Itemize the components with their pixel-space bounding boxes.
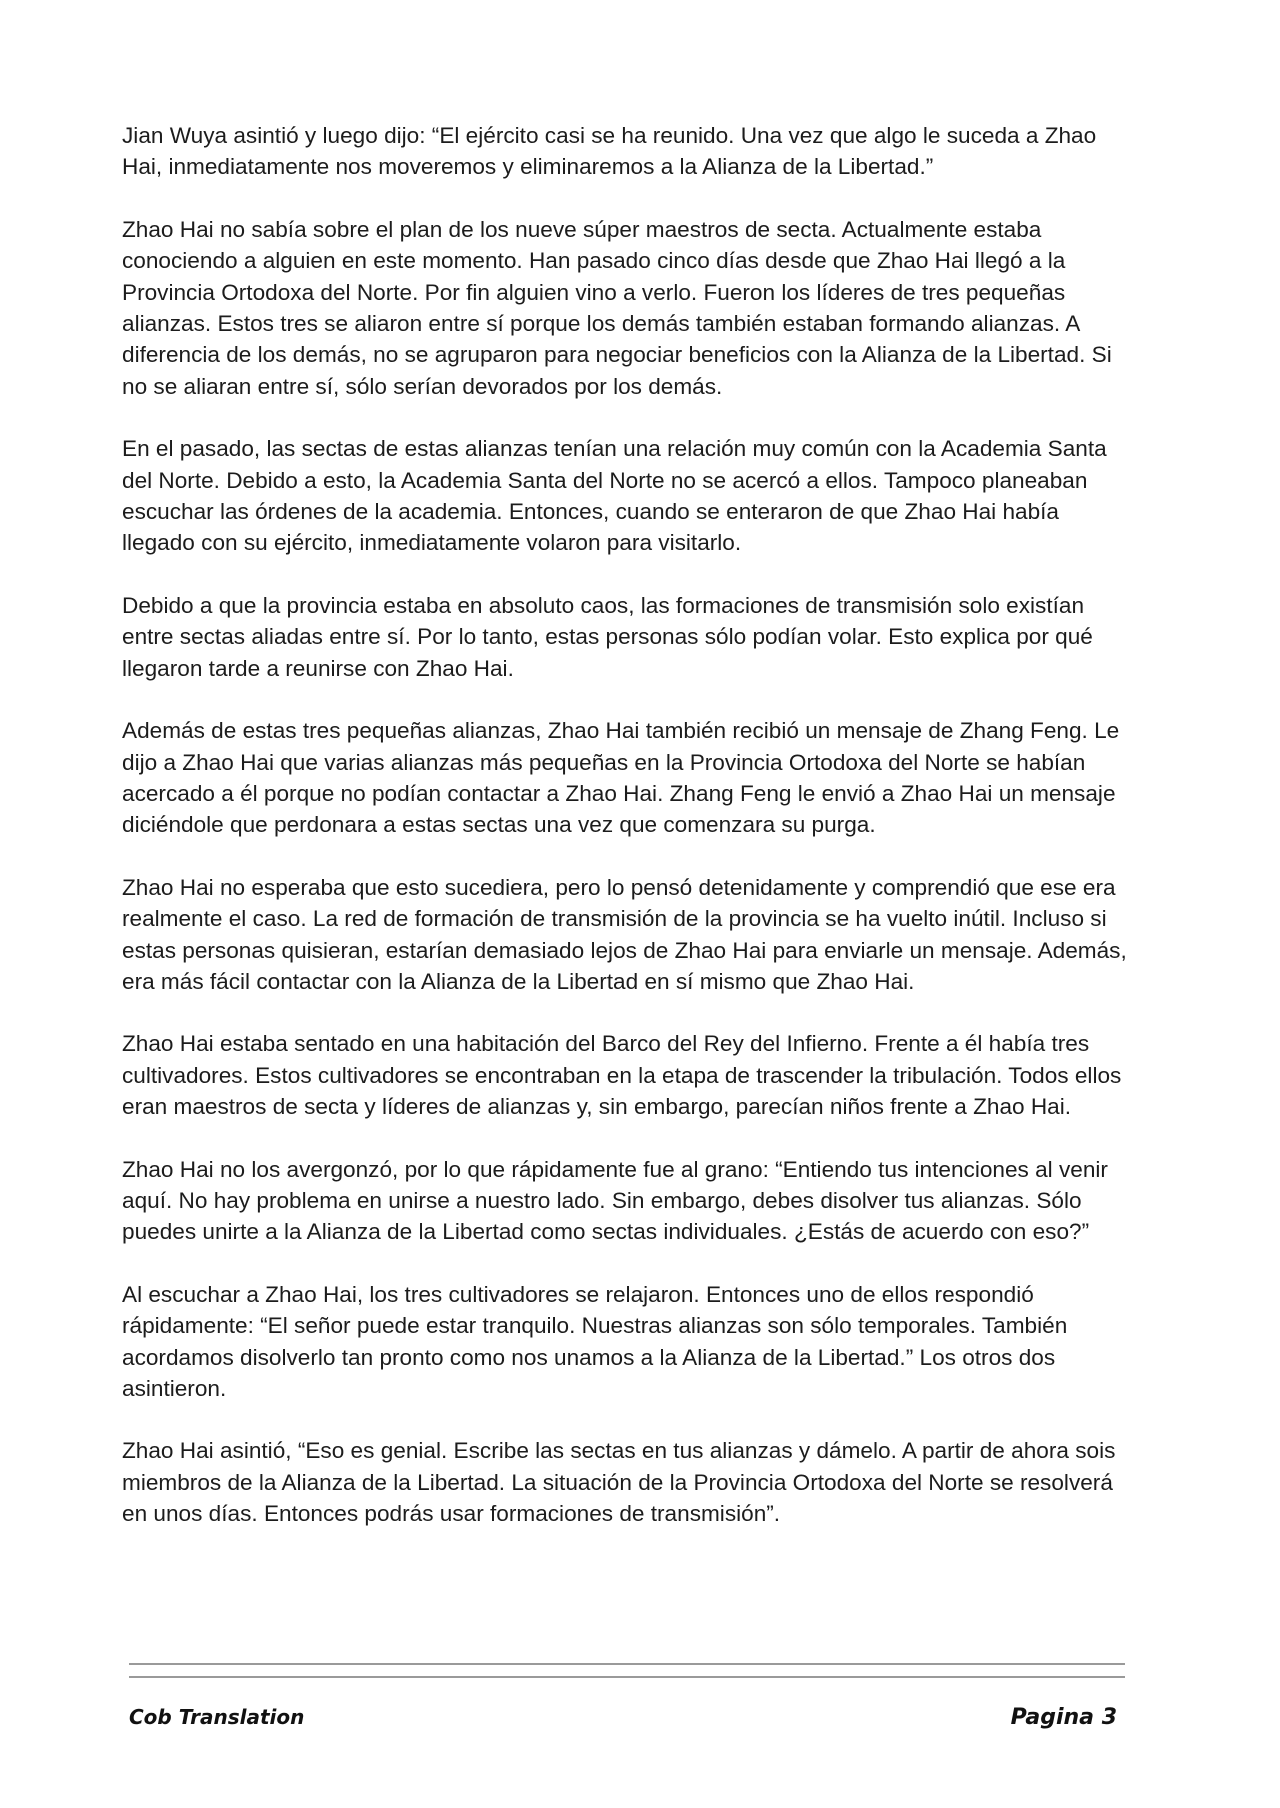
page-number: Pagina 3 (1010, 1705, 1117, 1730)
paragraph-6: Zhao Hai no esperaba que esto sucediera, pero lo pensó detenidamente y comprendió que ese era realmente el caso. La red de formación de transmisión de la provincia se ha vuelto inútil. Incluso si estas personas quisieran, estarían demasiado lejos de Zhao Hai para enviarle un mensaje. Además, era más fácil contactar con la Alianza de la Libertad en sí mismo que Zhao Hai. (122, 874, 1127, 994)
footer-divider-top (129, 1663, 1125, 1665)
paragraph-4: Debido a que la provincia estaba en absoluto caos, las formaciones de transmisión solo existían entre sectas aliadas entre sí. Por lo tanto, estas personas sólo podían volar. Esto explica por qué llegaron tarde a reunirse con Zhao Hai. (122, 592, 1093, 681)
paragraph-2: Zhao Hai no sabía sobre el plan de los nueve súper maestros de secta. Actualmente estaba conociendo a alguien en este momento. Han pasado cinco días desde que Zhao Hai llegó a la Provincia Ortodoxa del Norte. Por fin alguien vino a verlo. Fueron los líderes de tres pequeñas alianzas. Estos tres se aliaron entre sí porque los demás también estaban formando alianzas. A diferencia de los demás, no se agruparon para negociar beneficios con la Alianza de la Libertad. Si no se aliaran entre sí, sólo serían devorados por los demás. (122, 216, 1112, 399)
document-body (122, 120, 1132, 1561)
paragraph-1: Jian Wuya asintió y luego dijo: “El ejército casi se ha reunido. Una vez que algo le suceda a Zhao Hai, inmediatamente nos moveremos y eliminaremos a la Alianza de la Libertad.” (122, 123, 1097, 180)
paragraph-9: Al escuchar a Zhao Hai, los tres cultivadores se relajaron. Entonces uno de ellos respondió rápidamente: “El señor puede estar tranquilo. Nuestras alianzas son sólo temporales. También acordamos disolverlo tan pronto como nos unamos a la Alianza de la Libertad.” Los otros dos asintieron. (122, 1281, 1068, 1401)
paragraph-7: Zhao Hai estaba sentado en una habitación del Barco del Rey del Infierno. Frente a él había tres cultivadores. Estos cultivadores se encontraban en la etapa de trascender la tribulación. Todos ellos eran maestros de secta y líderes de alianzas y, sin embargo, parecían niños frente a Zhao Hai. (122, 1031, 1122, 1120)
footer-divider-bottom (129, 1676, 1125, 1678)
paragraph-8: Zhao Hai no los avergonzó, por lo que rápidamente fue al grano: “Entiendo tus intenciones al venir aquí. No hay problema en unirse a nuestro lado. Sin embargo, debes disolver tus alianzas. Sólo puedes unirte a la Alianza de la Libertad como sectas individuales. ¿Estás de acuerdo con eso?” (122, 1156, 1108, 1245)
footer-brand: Cob Translation (129, 1705, 305, 1729)
paragraph-3: En el pasado, las sectas de estas alianzas tenían una relación muy común con la Academia Santa del Norte. Debido a esto, la Academia Santa del Norte no se acercó a ellos. Tampoco planeaban escuchar las órdenes de la academia. Entonces, cuando se enteraron de que Zhao Hai había llegado con su ejército, inmediatamente volaron para visitarlo. (122, 436, 1107, 556)
paragraph-5: Además de estas tres pequeñas alianzas, Zhao Hai también recibió un mensaje de Zhang Feng. Le dijo a Zhao Hai que varias alianzas más pequeñas en la Provincia Ortodoxa del Norte se habían acercado a él porque no podían contactar a Zhao Hai. Zhang Feng le envió a Zhao Hai un mensaje diciéndole que perdonara a estas sectas una vez que comenzara su purga. (122, 718, 1120, 838)
paragraph-10: Zhao Hai asintió, “Eso es genial. Escribe las sectas en tus alianzas y dámelo. A partir de ahora sois miembros de la Alianza de la Libertad. La situación de la Provincia Ortodoxa del Norte se resolverá en unos días. Entonces podrás usar formaciones de transmisión”. (122, 1438, 1116, 1527)
